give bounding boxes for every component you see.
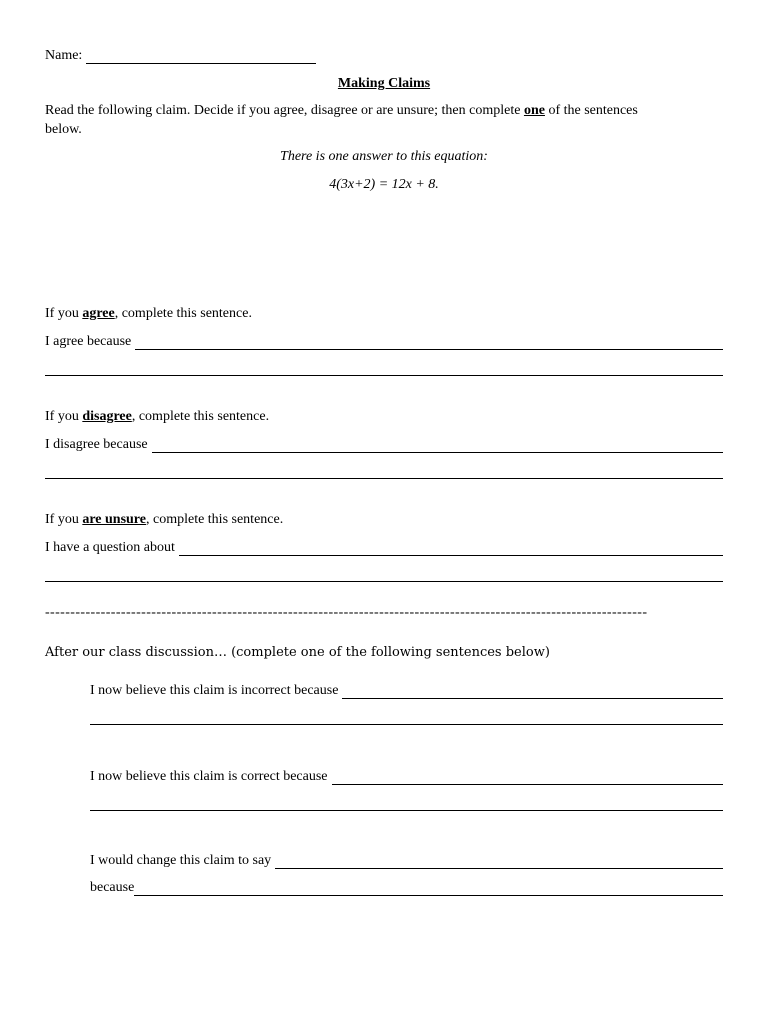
agree-answer-line[interactable] [135,333,723,350]
change-starter: I would change this claim to say [90,853,272,868]
instructions-line-2: below. [45,122,82,137]
incorrect-starter: I now believe this claim is incorrect because [90,683,339,698]
instructions-text-b: of the sentences [544,103,638,118]
claim-equation: 4(3x+2) = 12x + 8. [329,177,439,192]
agree-suffix: , complete this sentence. [114,306,252,321]
because-starter: because [90,880,135,895]
unsure-answer-line[interactable] [179,539,723,556]
name-row [45,47,316,64]
agree-answer-line-2[interactable] [45,375,723,376]
agree-row [45,333,723,350]
correct-answer-line-2[interactable] [90,810,723,811]
instructions-emphasis: one [523,103,545,118]
incorrect-row [90,682,723,699]
agree-starter: I agree because [45,334,132,349]
correct-row [90,768,723,785]
dashed-divider: ----------------------------------------------------------------------------------------------------------------------- [45,605,648,620]
unsure-row [45,539,723,556]
page-title: Making Claims [337,76,431,91]
name-label: Name: [45,48,83,63]
instructions-text-a: Read the following claim. Decide if you agree, disagree or are unsure; then complete [45,103,524,118]
name-field[interactable] [86,47,316,64]
agree-heading [45,306,252,322]
unsure-answer-line-2[interactable] [45,581,723,582]
disagree-suffix: , complete this sentence. [131,409,270,424]
change-answer-line[interactable] [275,852,723,869]
disagree-heading [45,409,269,425]
disagree-starter: I disagree because [45,437,148,452]
disagree-keyword: disagree [82,409,132,424]
disagree-row [45,436,723,453]
unsure-starter: I have a question about [45,540,175,555]
because-row [90,879,723,896]
incorrect-answer-line[interactable] [342,682,723,699]
claim-statement: There is one answer to this equation: [280,149,488,164]
unsure-suffix: , complete this sentence. [145,512,284,527]
instructions-line-1 [45,103,638,119]
unsure-keyword: are unsure [82,512,146,527]
agree-prefix: If you [45,306,83,321]
incorrect-answer-line-2[interactable] [90,724,723,725]
disagree-answer-line-2[interactable] [45,478,723,479]
disagree-prefix: If you [45,409,83,424]
unsure-prefix: If you [45,512,83,527]
after-discussion-intro: After our class discussion… (complete one of the following sentences below) [45,645,550,660]
change-row [90,852,723,869]
disagree-answer-line[interactable] [152,436,723,453]
because-answer-line[interactable] [134,879,723,896]
unsure-heading [45,512,283,528]
agree-keyword: agree [82,306,115,321]
correct-starter: I now believe this claim is correct because [90,769,328,784]
correct-answer-line[interactable] [332,768,723,785]
